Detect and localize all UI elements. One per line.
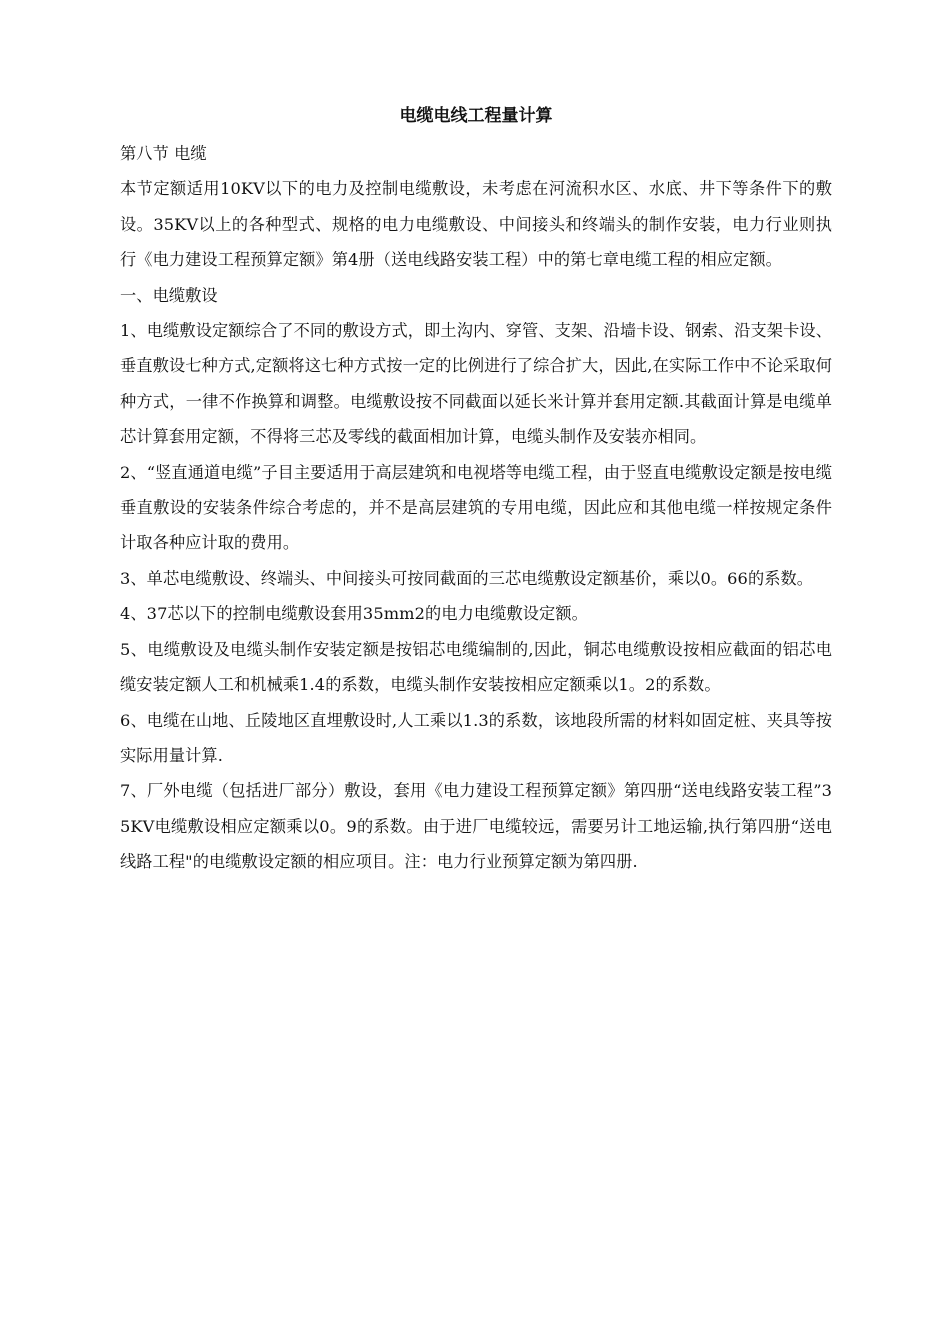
subheading-cable-laying: 一、电缆敷设 (120, 285, 218, 305)
intro-paragraph: 本节定额适用10KV以下的电力及控制电缆敷设，未考虑在河流积水区、水底、井下等条件下的敷设。35KV以上的各种型式、规格的电力电缆敷设、中间接头和终端头的制作安装，电力行业则执行《电力建设工程预算定额》第4册（送电线路安装工程）中的第七章电缆工程的相应定额。 (120, 179, 832, 270)
section-heading: 第八节 电缆 (120, 144, 207, 163)
document-title: 电缆电线工程量计算 (399, 106, 553, 126)
list-item-5: 5、电缆敷设及电缆头制作安装定额是按铝芯电缆编制的,因此，铜芯电缆敷设按相应截面的铝芯电缆安装定额人工和机械乘1.4的系数，电缆头制作安装按相应定额乘以1。2的系数。 (120, 639, 832, 695)
list-item-3: 3、单芯电缆敷设、终端头、中间接头可按同截面的三芯电缆敷设定额基价，乘以0。66的系数。 (120, 568, 814, 588)
list-item-4: 4、37芯以下的控制电缆敷设套用35mm2的电力电缆敷设定额。 (120, 604, 588, 624)
list-item-1: 1、电缆敷设定额综合了不同的敷设方式，即土沟内、穿管、支架、沿墙卡设、钢索、沿支架卡设、垂直敷设七种方式,定额将这七种方式按一定的比例进行了综合扩大，因此,在实际工作中不论采取何种方式，一律不作换算和调整。电缆敷设按不同截面以延长米计算并套用定额.其截面计算是电缆单芯计算套用定额，不得将三芯及零线的截面相加计算，电缆头制作及安装亦相同。 (120, 321, 832, 447)
list-item-2: 2、“竖直通道电缆”子目主要适用于高层建筑和电视塔等电缆工程，由于竖直电缆敷设定额是按电缆垂直敷设的安装条件综合考虑的，并不是高层建筑的专用电缆，因此应和其他电缆一样按规定条件计取各种应计取的费用。 (120, 462, 832, 553)
list-item-6: 6、电缆在山地、丘陵地区直埋敷设时,人工乘以1.3的系数，该地段所需的材料如固定桩、夹具等按实际用量计算. (120, 710, 832, 765)
list-item-7: 7、厂外电缆（包括进厂部分）敷设，套用《电力建设工程预算定额》第四册“送电线路安装工程”35KV电缆敷设相应定额乘以0。9的系数。由于进厂电缆较远，需要另计工地运输,执行第四册“送电线路工程"的电缆敷设定额的相应项目。注：电力行业预算定额为第四册. (120, 781, 832, 872)
document-page (120, 98, 832, 880)
